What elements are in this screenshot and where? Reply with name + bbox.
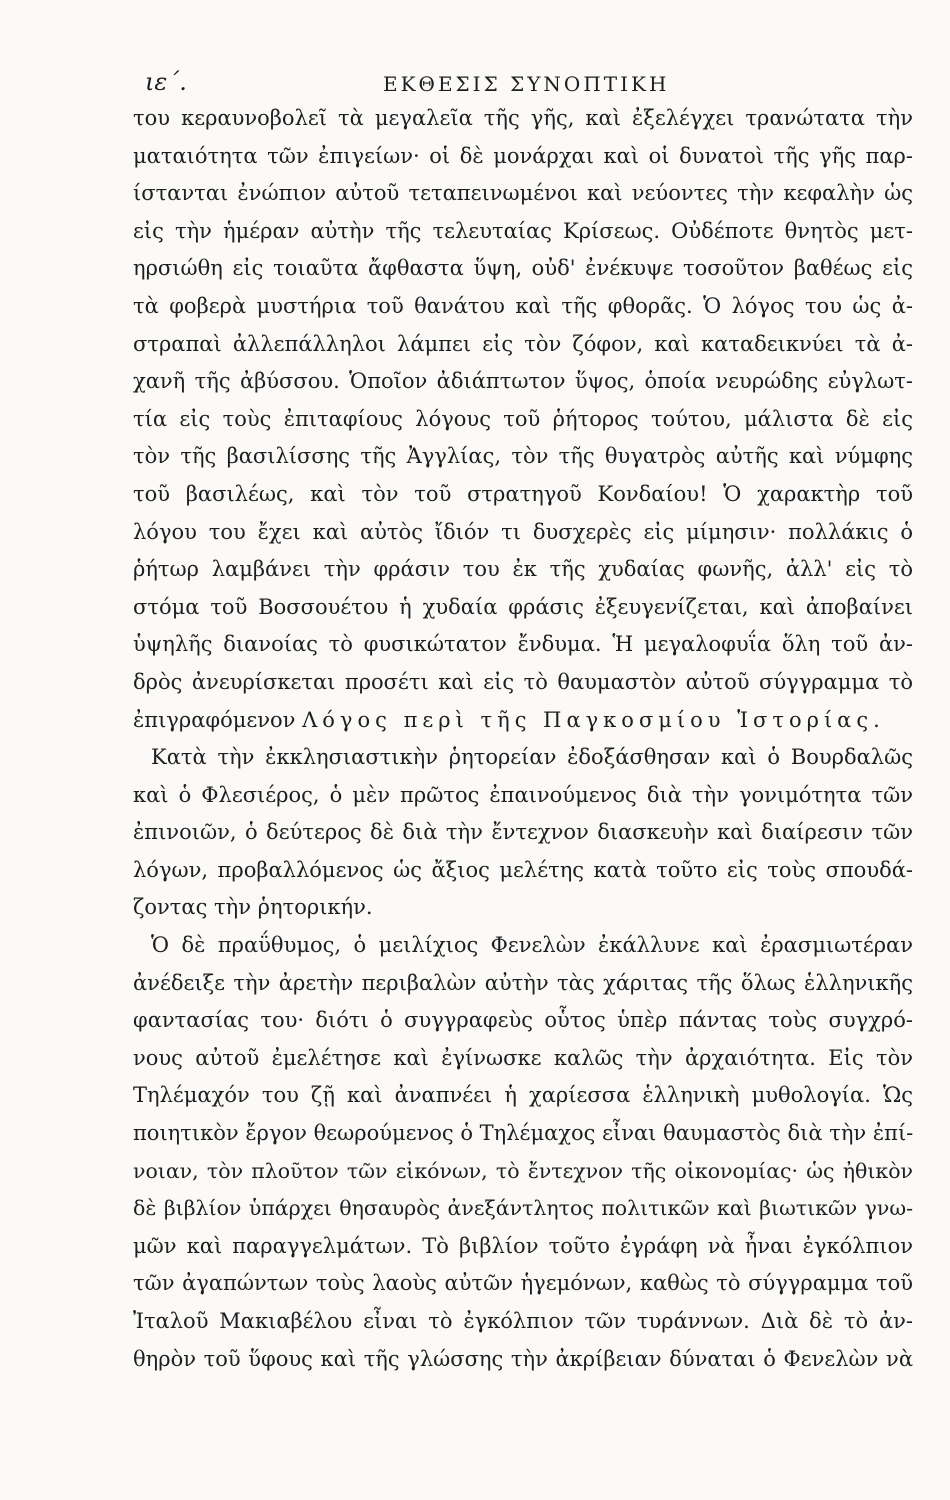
- text-line-with-title: [133, 702, 913, 740]
- text-line: τῶν ἀγαπώντων τοὺς λαοὺς αὐτῶν ἡγεμόνων, καθὼς τὸ σύγγραμμα τοῦ: [133, 1271, 913, 1296]
- text-line: φαντασίας του· διότι ὁ συγγραφεὺς οὗτος ὑπὲρ πάντας τοὺς συγχρό-: [133, 1008, 913, 1033]
- text-line: εἰς τὴν ἡμέραν αὐτὴν τῆς τελευταίας Κρίσεως. Οὐδέποτε θνητὸς μετ-: [133, 218, 913, 243]
- body-text: [133, 100, 913, 1378]
- text-line: ποιητικὸν ἔργον θεωρούμενος ὁ Τηλέμαχος εἶναι θαυμαστὸς διὰ τὴν ἐπί-: [133, 1121, 913, 1146]
- text-line: ηρσιώθη εἰς τοιαῦτα ἄφθαστα ὕψη, οὐδ' ἐνέκυψε τοσοῦτον βαθέως εἰς: [133, 256, 913, 281]
- page-number: ιε΄.: [145, 68, 187, 96]
- text-line: καὶ ὁ Φλεσιέρος, ὁ μὲν πρῶτος ἐπαινούμενος διὰ τὴν γονιμότητα τῶν: [133, 782, 913, 807]
- text-line: λόγου του ἔχει καὶ αὐτὸς ἴδιόν τι δυσχερὲς εἰς μίμησιν· πολλάκις ὁ: [133, 519, 913, 544]
- text-line: Ὁ δὲ πραΰθυμος, ὁ μειλίχιος Φενελὼν ἐκάλλυνε καὶ ἐρασμιωτέραν: [151, 933, 913, 958]
- text-line: Τηλέμαχόν του ζῇ καὶ ἀναπνέει ἡ χαρίεσσα ἑλληνικὴ μυθολογία. Ὡς: [133, 1083, 913, 1108]
- work-title: Λόγος περὶ τῆς Παγκοσμίου Ἱστορίας.: [302, 707, 885, 732]
- text-line: ματαιότητα τῶν ἐπιγείων· οἱ δὲ μονάρχαι καὶ οἱ δυνατοὶ τῆς γῆς παρ-: [133, 143, 913, 168]
- text-line: χανῆ τῆς ἀβύσσου. Ὁποῖον ἀδιάπτωτον ὕψος, ὁποία νευρώδης εὐγλωτ-: [133, 369, 913, 394]
- text-line: θηρὸν τοῦ ὕφους καὶ τῆς γλώσσης τὴν ἀκρίβειαν δύναται ὁ Φενελὼν νὰ: [133, 1346, 913, 1371]
- text-line-start: ἐπιγραφόμενον: [133, 707, 296, 732]
- text-line: Ἰταλοῦ Μακιαβέλου εἶναι τὸ ἐγκόλπιον τῶν τυράννων. Διὰ δὲ τὸ ἀν-: [133, 1309, 913, 1333]
- text-line: τία εἰς τοὺς ἐπιταφίους λόγους τοῦ ῥήτορος τούτου, μάλιστα δὲ εἰς: [133, 406, 913, 431]
- text-line: του κεραυνοβολεῖ τὰ μεγαλεῖα τῆς γῆς, καὶ ἐξελέγχει τρανώτατα τὴν: [133, 106, 913, 130]
- text-line: λόγων, προβαλλόμενος ὡς ἄξιος μελέτης κατὰ τοῦτο εἰς τοὺς σπουδά-: [133, 857, 913, 882]
- text-line: τὰ φοβερὰ μυστήρια τοῦ θανάτου καὶ τῆς φθορᾶς. Ὁ λόγος του ὡς ἀ-: [133, 293, 913, 318]
- text-line: στραπαὶ ἀλλεπάλληλοι λάμπει εἰς τὸν ζόφον, καὶ καταδεικνύει τὰ ἀ-: [133, 331, 913, 356]
- text-line: ζοντας τὴν ῥητορικήν.: [133, 895, 373, 920]
- text-line: ίστανται ἐνώπιον αὐτοῦ τεταπεινωμένοι καὶ νεύοντες τὴν κεφαλὴν ὡς: [133, 181, 913, 206]
- text-line: δρὸς ἀνευρίσκεται προσέτι καὶ εἰς τὸ θαυμαστὸν αὐτοῦ σύγγραμμα τὸ: [133, 669, 913, 694]
- text-line: στόμα τοῦ Βοσσουέτου ἡ χυδαία φράσις ἐξευγενίζεται, καὶ ἀποβαίνει: [133, 594, 913, 619]
- text-line: νοιαν, τὸν πλοῦτον τῶν εἰκόνων, τὸ ἔντεχνον τῆς οἰκονομίας· ὡς ἠθικὸν: [133, 1158, 913, 1183]
- text-line: ἀνέδειξε τὴν ἀρετὴν περιβαλὼν αὐτὴν τὰς χάριτας τῆς ὅλως ἑλληνικῆς: [133, 970, 913, 995]
- text-line: νους αὐτοῦ ἐμελέτησε καὶ ἐγίνωσκε καλῶς τὴν ἀρχαιότητα. Εἰς τὸν: [133, 1045, 913, 1070]
- running-title: ΕΚΘΕΣΙΣ ΣΥΝΟΠΤΙΚΗ: [383, 72, 670, 96]
- text-line: ὑψηλῆς διανοίας τὸ φυσικώτατον ἔνδυμα. Ἡ μεγαλοφυΐα ὅλη τοῦ ἀν-: [133, 632, 913, 657]
- page-header: [145, 68, 905, 104]
- text-line: τοῦ βασιλέως, καὶ τὸν τοῦ στρατηγοῦ Κονδαίου! Ὁ χαρακτὴρ τοῦ: [133, 481, 913, 506]
- text-line: ἐπινοιῶν, ὁ δεύτερος δὲ διὰ τὴν ἔντεχνον διασκευὴν καὶ διαίρεσιν τῶν: [133, 820, 913, 845]
- text-line: τὸν τῆς βασιλίσσης τῆς Ἀγγλίας, τὸν τῆς θυγατρὸς αὐτῆς καὶ νύμφης: [133, 444, 913, 469]
- text-line: μῶν καὶ παραγγελμάτων. Τὸ βιβλίον τοῦτο ἐγράφη νὰ ἦναι ἐγκόλπιον: [133, 1233, 913, 1258]
- text-line: ῥήτωρ λαμβάνει τὴν φράσιν του ἐκ τῆς χυδαίας φωνῆς, ἀλλ' εἰς τὸ: [133, 557, 913, 582]
- text-line: δὲ βιβλίον ὑπάρχει θησαυρὸς ἀνεξάντλητος πολιτικῶν καὶ βιωτικῶν γνω-: [133, 1196, 913, 1221]
- text-line: Κατὰ τὴν ἐκκλησιαστικὴν ῥητορείαν ἐδοξάσθησαν καὶ ὁ Βουρδαλῶς: [151, 745, 913, 770]
